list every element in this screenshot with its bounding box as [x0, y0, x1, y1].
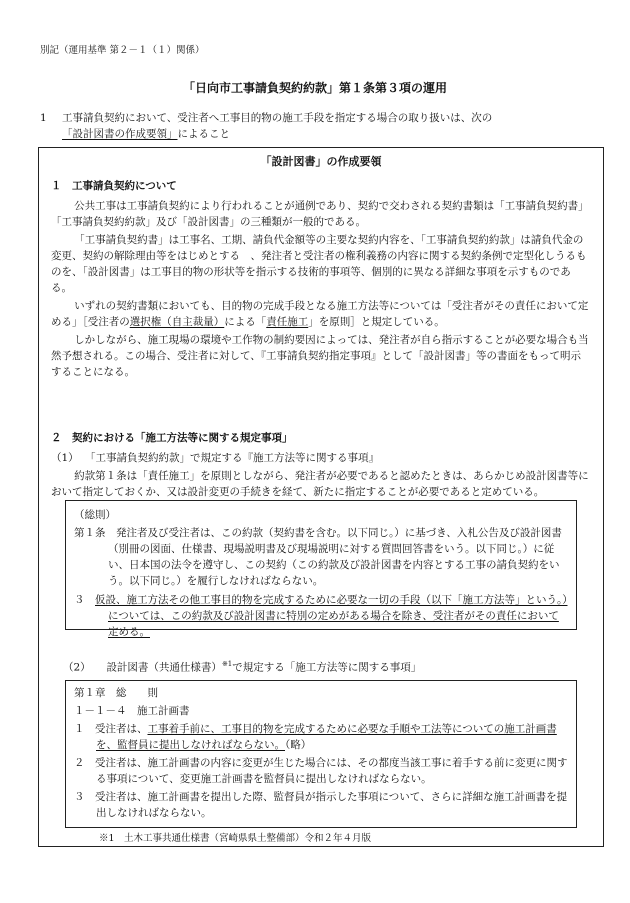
subsection-label: （2）: [63, 661, 86, 674]
spec-label: ３: [74, 791, 85, 803]
guideline-box: [38, 147, 604, 847]
paragraph-text: による「: [224, 316, 267, 328]
clause-heading: （総則）: [74, 509, 116, 521]
clause-text: 発注者及び受注者は、この約款（契約書を含む。以下同じ。）に基づき、入札公告及び設計図書（別冊の図面、仕様書、現場説明書及び現場説明に対する質問回答書をいう。以下同じ。）に従い、日本国の法令を遵守し、この契約（この約款及び設計図書を内容とする工事の請負契約をいう。以下同じ。）を履行しなければならない。: [108, 527, 562, 587]
spec-item: [74, 755, 568, 787]
clause-item: [74, 592, 568, 640]
clause-item: [74, 525, 568, 589]
footnote-marker: ※1: [221, 660, 233, 668]
paragraph-text: いずれの契約書類においても、目的物の完成手段となる施工方法等については「受注者がその責任において定める」［受注者の: [51, 300, 589, 328]
subsection-title: で規定する「施工方法等に関する事項」: [232, 661, 422, 674]
box-title: 「設計図書」の作成要領: [260, 155, 382, 168]
spec-chapter: 第１章 総 則: [74, 687, 158, 699]
footnote: ※1 土木工事共通仕様書（宮崎県県土整備部）令和２年４月版: [99, 833, 372, 844]
section-1-paragraph: [51, 298, 589, 330]
spec-item: [74, 721, 568, 753]
intro-text-end: によること: [177, 128, 230, 140]
underlined-text: 責任施工: [266, 316, 309, 328]
section-1-heading: １ 工事請負契約について: [51, 180, 177, 192]
clause-label: ３: [74, 594, 85, 606]
spec-label: １: [74, 723, 85, 735]
section-2-heading: ２ 契約における「施工方法等に関する規定事項」: [51, 432, 293, 444]
paragraph-text: 」を原則］と規定している。: [308, 316, 445, 328]
section-1-paragraph: 「工事請負契約書」は工事名、工期、請負代金額等の主要な契約内容を、「工事請負契約約款」は請負代金の変更、契約の解除理由等をはじめとする 、発注者と受注者の権利義務の内容に関する契約条例で定型化しうるものを、「設計図書」は工事目的物の形状等を指示する技術的事項等、個別的に異なる詳細な事項を示すものである。: [51, 234, 587, 294]
page-title: 「日向市工事請負契約約款」第１条第３項の運用: [182, 81, 447, 95]
spec-text: 受注者は、: [95, 723, 148, 735]
subsection-1-heading: [51, 450, 589, 466]
subsection-title: 「工事請負契約約款」で規定する『施工方法等に関する事項』: [85, 452, 379, 464]
subsection-label: （1）: [51, 452, 79, 464]
intro-underlined-text: 「設計図書の作成要領」: [62, 128, 178, 140]
intro-index: 1: [40, 112, 47, 124]
intro-paragraph: [40, 110, 606, 142]
clause-label: 第１条: [74, 527, 106, 539]
spec-text: （略）: [285, 739, 312, 751]
underlined-text: 選択権（自主裁量）: [129, 316, 225, 328]
spec-item: [74, 789, 568, 821]
clause-box: [65, 500, 577, 638]
spec-box: [65, 680, 577, 828]
subsection-title: 設計図書（共通仕様書）: [106, 661, 222, 674]
subsection-2-heading: [63, 656, 589, 676]
spec-text: 受注者は、施工計画書を提出した際、監督員が指示した事項について、さらに詳細な施工計画書を提出しなければならない。: [95, 791, 568, 819]
spec-section: １－１－４ 施工計画書: [74, 705, 190, 717]
section-1-paragraph: 公共工事は工事請負契約により行われることが通例であり、契約で交わされる契約書類は「工事請負契約書」「工事請負契約約款」及び「設計図書」の三種類が一般的である。: [51, 200, 589, 228]
spec-text: 受注者は、施工計画書の内容に変更が生じた場合には、その都度当該工事に着手する前に変更に関する事項について、変更施工計画書を監督員に提出しなければならない。: [95, 757, 568, 785]
clause-text-underlined: 仮設、施工方法その他工事目的物を完成するために必要な一切の手段（以下「施工方法等」という。）については、この約款及び設計図書に特別の定めがある場合を除き、受注者がその責任において定める。: [95, 594, 568, 638]
section-1: [51, 178, 589, 382]
spec-text-underlined: 工事着手前に、工事目的物を完成するために必要な手順や工法等についての施工計画書を、監督員に提出しなければならない。: [96, 723, 557, 751]
section-1-paragraph: しかしながら、施工現場の環境や工作物の制約要因によっては、発注者が自ら指示することが必要な場合も当然予想される。この場合、受注者に対して、『工事請負契約指定事項』として「設計図書」等の書面をもって明示することになる。: [51, 334, 589, 378]
intro-text: 工事請負契約において、受注者へ工事目的物の施工手段を指定する場合の取り扱いは、次の: [62, 112, 493, 124]
header-note: 別記（運用基準 第２－１（１）関係）: [40, 45, 205, 56]
section-2: [51, 430, 589, 502]
subsection-1-text: 約款第１条は「責任施工」を原則としながら、発注者が必要であると認めたときは、あらかじめ設計図書等において指定しておくか、又は設計変更の手続きを経て、新たに指定することが必要であると定めている。: [51, 470, 589, 498]
spec-label: ２: [74, 757, 85, 769]
